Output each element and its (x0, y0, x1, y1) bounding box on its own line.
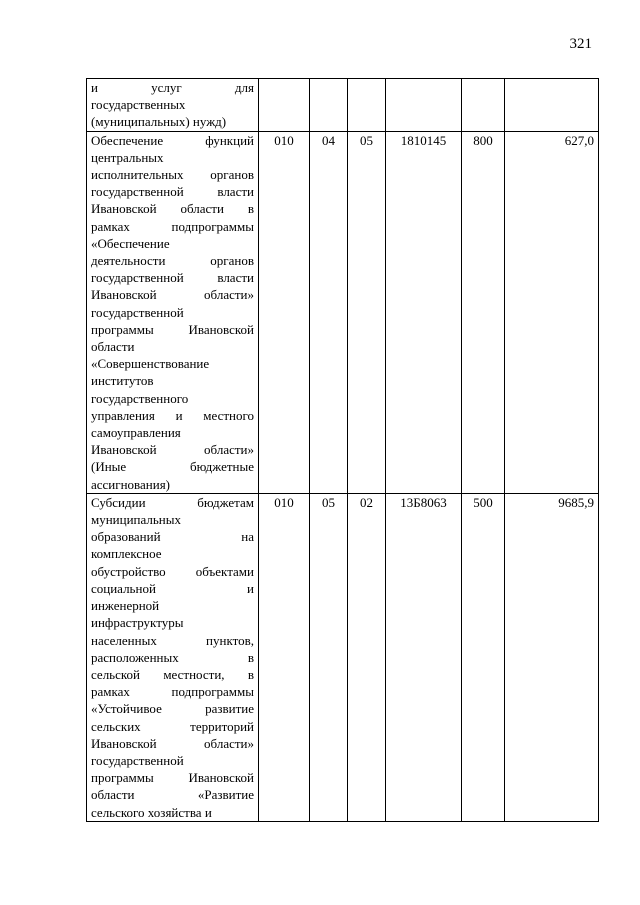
description-line: сельских территорий (91, 718, 254, 734)
code-cell-c1: 010 (259, 493, 310, 821)
description-line: ассигнования) (91, 476, 171, 492)
description-line: Ивановской области» (91, 287, 254, 303)
description-line: самоуправления (91, 425, 181, 441)
table-row (87, 493, 599, 821)
description-line: государственных (91, 97, 186, 113)
description-line: обустройство объектами (91, 563, 254, 579)
table-row (87, 79, 599, 132)
table-row (87, 131, 599, 493)
description-line: комплексное (91, 546, 162, 562)
description-line: программы Ивановской (91, 770, 254, 786)
description-line: Ивановской области» (91, 735, 254, 751)
code-cell-c1: 010 (259, 131, 310, 493)
description-line: управления и местного (91, 407, 254, 423)
description-line: «Обеспечение (91, 235, 170, 251)
row-description (87, 493, 259, 821)
budget-table (86, 78, 599, 822)
code-cell-c4: 13Б8063 (386, 493, 462, 821)
code-cell-c2: 05 (310, 493, 348, 821)
description-line: государственного (91, 390, 189, 406)
code-cell-c2 (310, 79, 348, 132)
code-cell-c5 (462, 79, 505, 132)
description-line: государственной (91, 752, 184, 768)
description-line: социальной и (91, 580, 254, 596)
description-line: государственной (91, 304, 184, 320)
description-line: «Устойчивое развитие (91, 701, 254, 717)
code-cell-c5: 800 (462, 131, 505, 493)
code-cell-c4: 1810145 (386, 131, 462, 493)
description-line: населенных пунктов, (91, 632, 254, 648)
description-line: программы Ивановской (91, 321, 254, 337)
code-cell-c3: 05 (348, 131, 386, 493)
description-line: государственной власти (91, 270, 254, 286)
description-line: рамках подпрограммы (91, 684, 254, 700)
description-line: Субсидии бюджетам (91, 494, 254, 510)
code-cell-c3 (348, 79, 386, 132)
description-line: Обеспечение функций (91, 132, 254, 148)
description-line: Ивановской области» (91, 442, 254, 458)
description-line: государственной власти (91, 184, 254, 200)
description-line: исполнительных органов (91, 167, 254, 183)
description-line: «Совершенствование (91, 356, 210, 372)
description-line: инженерной (91, 598, 160, 614)
code-cell-c3: 02 (348, 493, 386, 821)
description-line: области (91, 339, 135, 355)
description-line: деятельности органов (91, 253, 254, 269)
amount-cell: 627,0 (505, 131, 599, 493)
amount-cell (505, 79, 599, 132)
description-line: расположенных в (91, 649, 254, 665)
description-line: образований на (91, 529, 254, 545)
description-line: сельского хозяйства и (91, 804, 212, 820)
description-line: центральных (91, 149, 164, 165)
page-number: 321 (569, 36, 592, 52)
code-cell-c2: 04 (310, 131, 348, 493)
row-description (87, 79, 259, 132)
description-line: сельской местности, в (91, 666, 254, 682)
description-line: Ивановской области в (91, 201, 254, 217)
description-line: инфраструктуры (91, 615, 184, 631)
code-cell-c4 (386, 79, 462, 132)
description-line: и услуг для (91, 80, 254, 95)
description-line: институтов (91, 373, 154, 389)
description-line: области «Развитие (91, 787, 254, 803)
row-description (87, 131, 259, 493)
description-line: рамках подпрограммы (91, 218, 254, 234)
code-cell-c1 (259, 79, 310, 132)
description-line: (Иные бюджетные (91, 459, 254, 475)
description-line: муниципальных (91, 512, 182, 528)
description-line: (муниципальных) нужд) (91, 114, 227, 130)
amount-cell: 9685,9 (505, 493, 599, 821)
code-cell-c5: 500 (462, 493, 505, 821)
